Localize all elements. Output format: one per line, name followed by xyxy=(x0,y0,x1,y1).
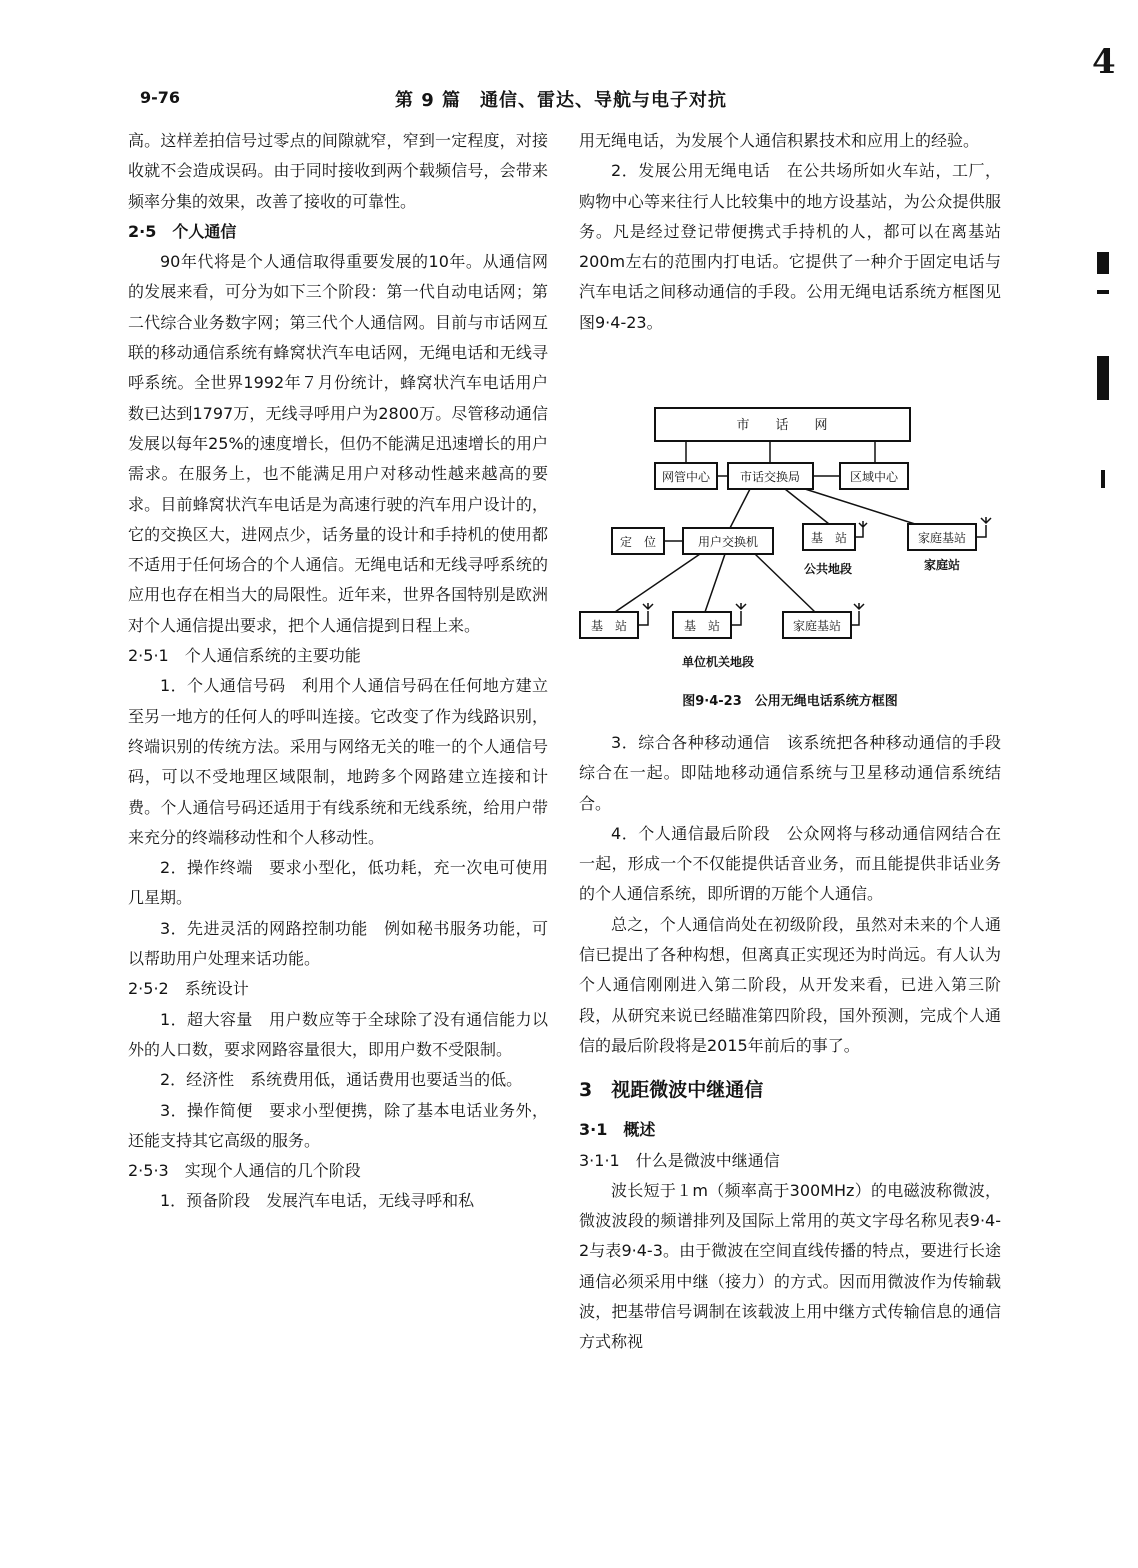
right-column-top xyxy=(579,126,1001,338)
paragraph: 3．综合各种移动通信 该系统把各种移动通信的手段综合在一起。即陆地移动通信系统与卫星移动通信系统结合。 xyxy=(579,733,1001,813)
paragraph: 1．个人通信号码 利用个人通信号码在任何地方建立至另一地方的任何人的呼叫连接。它改变了作为线路识别，终端识别的传统方法。采用与网络无关的唯一的个人通信号码，可以不受地理区域限制，地跨多个网路建立连接和计费。个人通信号码还适用于有线系统和无线系统，给用户带来充分的终端移动性和个人移动性。 xyxy=(128,676,548,847)
area-center-label: 区域中心 xyxy=(849,470,899,484)
paragraph: 总之，个人通信尚处在初级阶段，虽然对未来的个人通信已提出了各种构想，但离真正实现还为时尚远。有人认为个人通信刚刚进入第二阶段，从开发来看，已进入第三阶段，从研究来说已经瞄准第四阶段，国外预测，完成个人通信的最后阶段将是2015年前后的事了。 xyxy=(579,914,1001,1055)
chapter-title: 第 9 篇 通信、雷达、导航与电子对抗 xyxy=(395,90,728,111)
section-heading-2-5-2: 2·5·2 系统设计 xyxy=(128,979,249,999)
public-area-label: 公共地段 xyxy=(803,562,853,576)
paragraph: 3．操作简便 要求小型便携，除了基本电话业务外，还能支持其它高级的服务。 xyxy=(128,1100,548,1150)
user-switch-label: 用户交换机 xyxy=(697,535,759,549)
base-station-label-1: 基 站 xyxy=(590,619,628,633)
section-heading-2-5-3: 2·5·3 实现个人通信的几个阶段 xyxy=(128,1161,361,1181)
section-heading-3-1: 3·1 概述 xyxy=(579,1120,656,1140)
paragraph: 90年代将是个人通信取得重要发展的10年。从通信网的发展来看，可分为如下三个阶段：第一代自动电话网；第二代综合业务数字网；第三代个人通信网。目前与市话网互联的移动通信系统有蜂窝状汽车电话网，无绳电话和无线寻呼系统。全世界1992年７月份统计，蜂窝状汽车电话用户数已达到1797万，无线寻呼用户为2800万。尽管移动通信发展以每年25%的速度增长，但仍不能满足迅速增长的用户需求。在服务上，也不能满足用户对移动性越来越高的要求。目前蜂窝状汽车电话是为高速行驶的汽车用户设计的，它的交换区大，进网点少，话务量的设计和手持机的使用都不适用于任何场合的个人通信。无绳电话和无线寻呼系统的应用也存在相当大的局限性。近年来，世界各国特别是欧洲对个人通信提出要求，把个人通信提到日程上来。 xyxy=(128,252,548,635)
scan-edge-mark xyxy=(1097,290,1109,294)
scan-edge-mark xyxy=(1097,252,1109,274)
figure-caption: 图9·4-23 公用无绳电话系统方框图 xyxy=(682,694,898,709)
paragraph: 2．发展公用无绳电话 在公共场所如火车站，工厂，购物中心等来往行人比较集中的地方设基站，为公众提供服务。凡是经过登记带便携式手持机的人，都可以在离基站200m左右的范围内打电话。它提供了一种介于固定电话与汽车电话之间移动通信的手段。公用无绳电话系统方框图见图9·4-23。 xyxy=(579,161,1001,332)
city-network-label: 市 话 网 xyxy=(736,418,828,433)
left-column xyxy=(128,126,548,1217)
public-base-label: 基 站 xyxy=(810,531,848,545)
paragraph: 2．经济性 系统费用低，通话费用也要适当的低。 xyxy=(160,1070,523,1090)
positioning-label: 定 位 xyxy=(619,535,657,549)
right-column-bottom xyxy=(579,728,1001,1358)
home-station-label: 家庭站 xyxy=(923,558,961,572)
paragraph: 3．先进灵活的网路控制功能 例如秘书服务功能，可以帮助用户处理来话功能。 xyxy=(128,918,548,969)
scan-edge-mark xyxy=(1101,470,1105,488)
paragraph: 4．个人通信最后阶段 公众网将与移动通信网结合在一起，形成一个不仅能提供话音业务，而且能提供非话业务的个人通信系统，即所谓的万能个人通信。 xyxy=(579,823,1001,904)
paragraph: 用无绳电话，为发展个人通信积累技术和应用上的经验。 xyxy=(579,131,980,150)
section-heading-3-1-1: 3·1·1 什么是微波中继通信 xyxy=(579,1150,780,1170)
paragraph: 1．预备阶段 发展汽车电话，无线寻呼和私 xyxy=(160,1191,475,1211)
system-block-diagram xyxy=(575,398,1015,678)
network-mgmt-label: 网管中心 xyxy=(661,470,711,484)
unit-area-label: 单位机关地段 xyxy=(681,655,755,669)
section-heading-2-5: 2·5 个人通信 xyxy=(128,221,237,241)
home-base-label-1: 家庭基站 xyxy=(917,531,967,545)
home-base-label-2: 家庭基站 xyxy=(792,619,842,633)
scan-edge-mark xyxy=(1097,356,1109,400)
section-heading-2-5-1: 2·5·1 个人通信系统的主要功能 xyxy=(128,646,361,666)
page-number: 9-76 xyxy=(140,88,181,107)
paragraph: 波长短于１m（频率高于300MHz）的电磁波称微波，微波波段的频谱排列及国际上常用的英文字母名称见表9·4-2与表9·4-3。由于微波在空间直线传播的特点，要进行长途通信必须采用中继（接力）的方式。因而用微波作为传输载波，把基带信号调制在该载波上用中继方式传输信息的通信方式称视 xyxy=(579,1180,1001,1352)
section-heading-3: 3 视距微波中继通信 xyxy=(579,1079,764,1102)
paragraph: 2．操作终端 要求小型化，低功耗，充一次电可使用几星期。 xyxy=(128,858,548,908)
paragraph: 高。这样差拍信号过零点的间隙就窄，窄到一定程度，对接收就不会造成误码。由于同时接收到两个载频信号，会带来频率分集的效果，改善了接收的可靠性。 xyxy=(128,131,548,211)
exchange-label: 市话交换局 xyxy=(739,470,801,484)
base-station-label-2: 基 站 xyxy=(683,619,721,633)
paragraph: 1．超大容量 用户数应等于全球除了没有通信能力以外的人口数，要求网路容量很大，即用户数不受限制。 xyxy=(128,1009,548,1059)
corner-mark: 4 xyxy=(1092,42,1116,82)
